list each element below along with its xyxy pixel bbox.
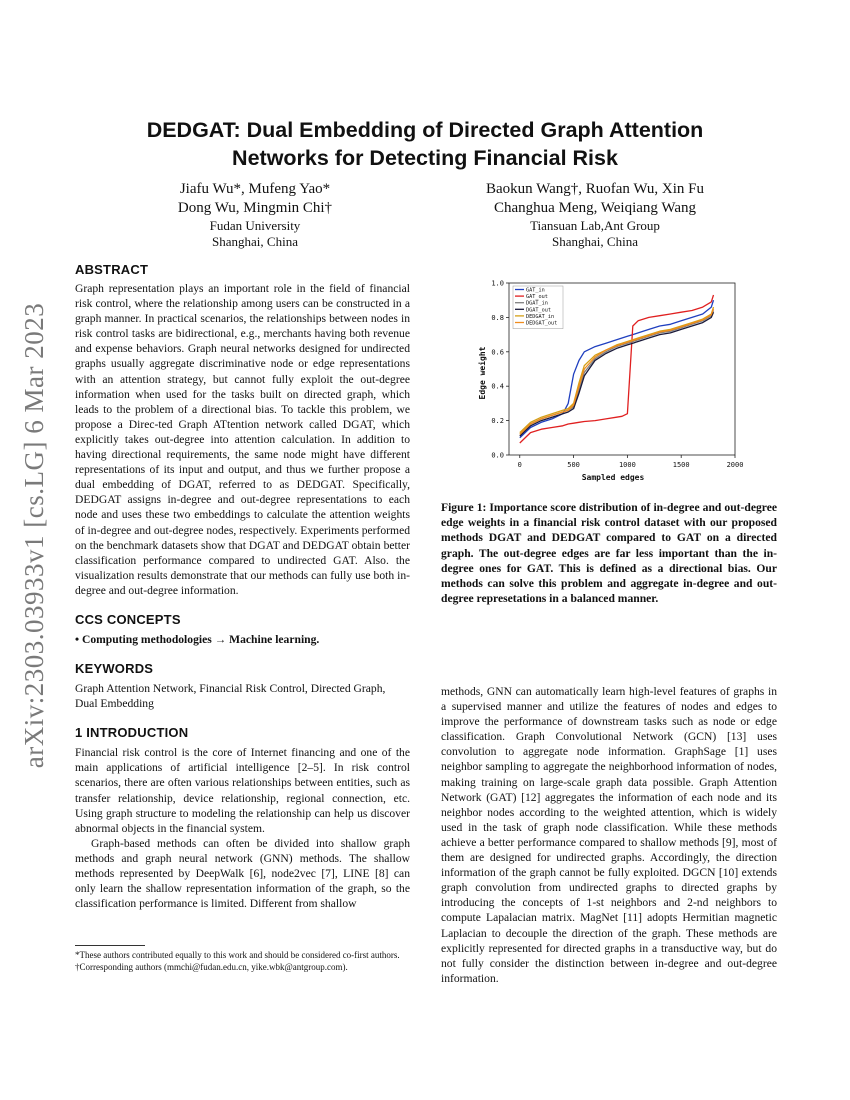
y-tick-label: 0.6 [491,348,504,357]
paper-title [75,116,775,172]
arxiv-stamp-text: arXiv:2303.03933v1 [cs.LG] 6 Mar 2023 [19,302,50,768]
title-line-2: Networks for Detecting Financial Risk [232,146,618,170]
x-tick-label: 0 [517,461,522,469]
footnotes [75,945,410,973]
keywords-heading: KEYWORDS [75,661,154,677]
author-affiliation: Fudan University [209,218,301,233]
keywords-text: Graph Attention Network, Financial Risk Control, Directed Graph, Dual Embedding [75,682,386,711]
legend-label: GAT_in [526,287,545,294]
footnote-rule [75,945,145,946]
author-location: Shanghai, China [212,234,298,249]
left-column [75,262,410,911]
x-axis-label: Sampled edges [581,473,645,482]
arxiv-stamp [10,300,60,770]
figure-caption: Figure 1: Importance score distribution of in-degree and out-degree edge weights in a financial risk control dataset with our proposed methods DGAT and DEDGAT compared to GAT on a directed graph. The out-degree edges are far less important than the in-degree ones for GAT. This is defined as a directional bias. Our methods can solve this problem and aggregate in-degree and out-degree represetations in a balanced manner. [441,501,777,606]
legend-label: DEDGAT_in [526,313,555,320]
x-tick-label: 1000 [618,461,636,469]
y-tick-label: 0.2 [491,417,504,426]
author-block-left [105,180,405,250]
author-block-right [445,180,745,250]
x-tick-label: 1500 [672,461,690,469]
y-tick-label: 1.0 [491,279,504,288]
x-tick-label: 2000 [726,461,743,469]
ccs-text: • Computing methodologies → Machine learning. [75,632,320,646]
introduction-body [75,745,410,911]
abstract-heading: ABSTRACT [75,262,149,277]
author-affiliation: Tiansuan Lab,Ant Group [530,218,660,233]
intro-paragraph-1: Financial risk control is the core of Internet financing and one of the main applications of artificial intelligence [2–5]. In risk control scenarios, there are often various relationships between entities, such as transfer relationship, device relationship, regional connection, etc. Using graph structure to modeling the relationship can help us discover abnormal objects in the financial system. [75,746,410,835]
author-location: Shanghai, China [552,234,638,249]
legend-label: GAT_out [526,294,548,301]
author-names-2: Dong Wu, Mingmin Chi† [177,200,333,216]
y-axis-label: Edge weight [478,346,487,400]
footnote-1: *These authors contributed equally to this work and should be considered co-first authors. [75,950,400,960]
abstract-text: Graph representation plays an important role in the field of financial risk control, where the relationship among users can be constructed in a graph manner. In practical scenarios, the relationships between nodes in risk control tasks are bidirectional, e.g., merchants having both revenue and expense behaviors. Graph neural networks designed for undirected graphs usually aggregate discriminative node or edge representations with an attention strategy, but cannot fully exploit the out-degree information when used for the tasks built on directed graph, which leads to the problem of a directional bias. To tackle this problem, we propose a Direc-ted Graph ATtention network called DGAT, which explicitly takes out-degree into attention calculation. In addition to having directional requirements, the same node might have different representations of its input and output, and thus we further propose a dual embedding of DGAT, referred to as DEDGAT. Specifically, DEDGAT assigns in-degree and out-degree representations to each node and uses these two embeddings to calculate the attention weights of in-degree and out-degree nodes, respectively. Experiments performed on the benchmark datasets show that DGAT and DEDGAT obtain better classification performance compared to undirected GAT. Also. the visualization results demonstrate that our methods can fully use both in-degree and out-degree information. [75,282,411,597]
legend-label: DGAT_in [526,300,548,307]
author-names-1: Baokun Wang†, Ruofan Wu, Xin Fu [485,181,705,197]
intro-paragraph-2: Graph-based methods can often be divided into shallow graph methods and graph neural network (GNN) methods. The shallow methods represented by DeepWalk [6], node2vec [7], LINE [8] can only learn the shallow representation information of the graph, so the classification performance is limited. Different from shallow [75,836,410,911]
right-column-text: methods, GNN can automatically learn high-level features of graphs in a supervised manner and utilize the features of nodes and edges to improve the performance of downstream tasks such as node or edge classification. Graph Convolutional Network (GCN) [13] uses convolution to aggregate node information. GraphSage [1] uses neighbor sampling to aggregate the neighborhood information of nodes, making training on large-scale graph data possible. Graph Attention Network (GAT) [12] aggregates the information of each node and its neighbor nodes according to the weighted attention, which is widely used in the task of graph node classification. While these methods achieve a better performance compared to shallow methods [9], most of them are designed for undirected graphs. Accordingly, the direction information of the graph cannot be fully exploited. DGCN [10] extends graph convolution from undirected graphs to directed graphs by introducing the concepts of 1-st neighbors and 2-nd neighbors to compute Lapalacian matrix. MagNet [11] adopts Hermitian magnetic Laplacian to decouple the direction of the graph. These methods are explicitly represented for directed graphs in a transductive way, but do not fully consider the distinction between in-degree and out-degree information. [441,685,777,985]
ccs-heading: CCS CONCEPTS [75,611,181,627]
author-names-2: Changhua Meng, Weiqiang Wang [494,200,696,216]
x-tick-label: 500 [567,461,580,469]
footnote-2: †Corresponding authors (mmchi@fudan.edu.cn, yike.wbk@antgroup.com). [75,961,348,972]
y-tick-label: 0.0 [491,451,504,460]
y-tick-label: 0.4 [491,382,504,391]
figure-1 [473,275,743,487]
y-tick-label: 0.8 [491,313,504,322]
legend-label: DEDGAT_out [526,320,558,327]
author-names-1: Jiafu Wu*, Mufeng Yao* [179,181,331,197]
edge-weight-chart [473,275,743,487]
title-line-1: DEDGAT: Dual Embedding of Directed Graph Attention [146,118,704,142]
introduction-heading: 1 INTRODUCTION [75,725,189,741]
legend-label: DGAT_out [526,307,551,314]
